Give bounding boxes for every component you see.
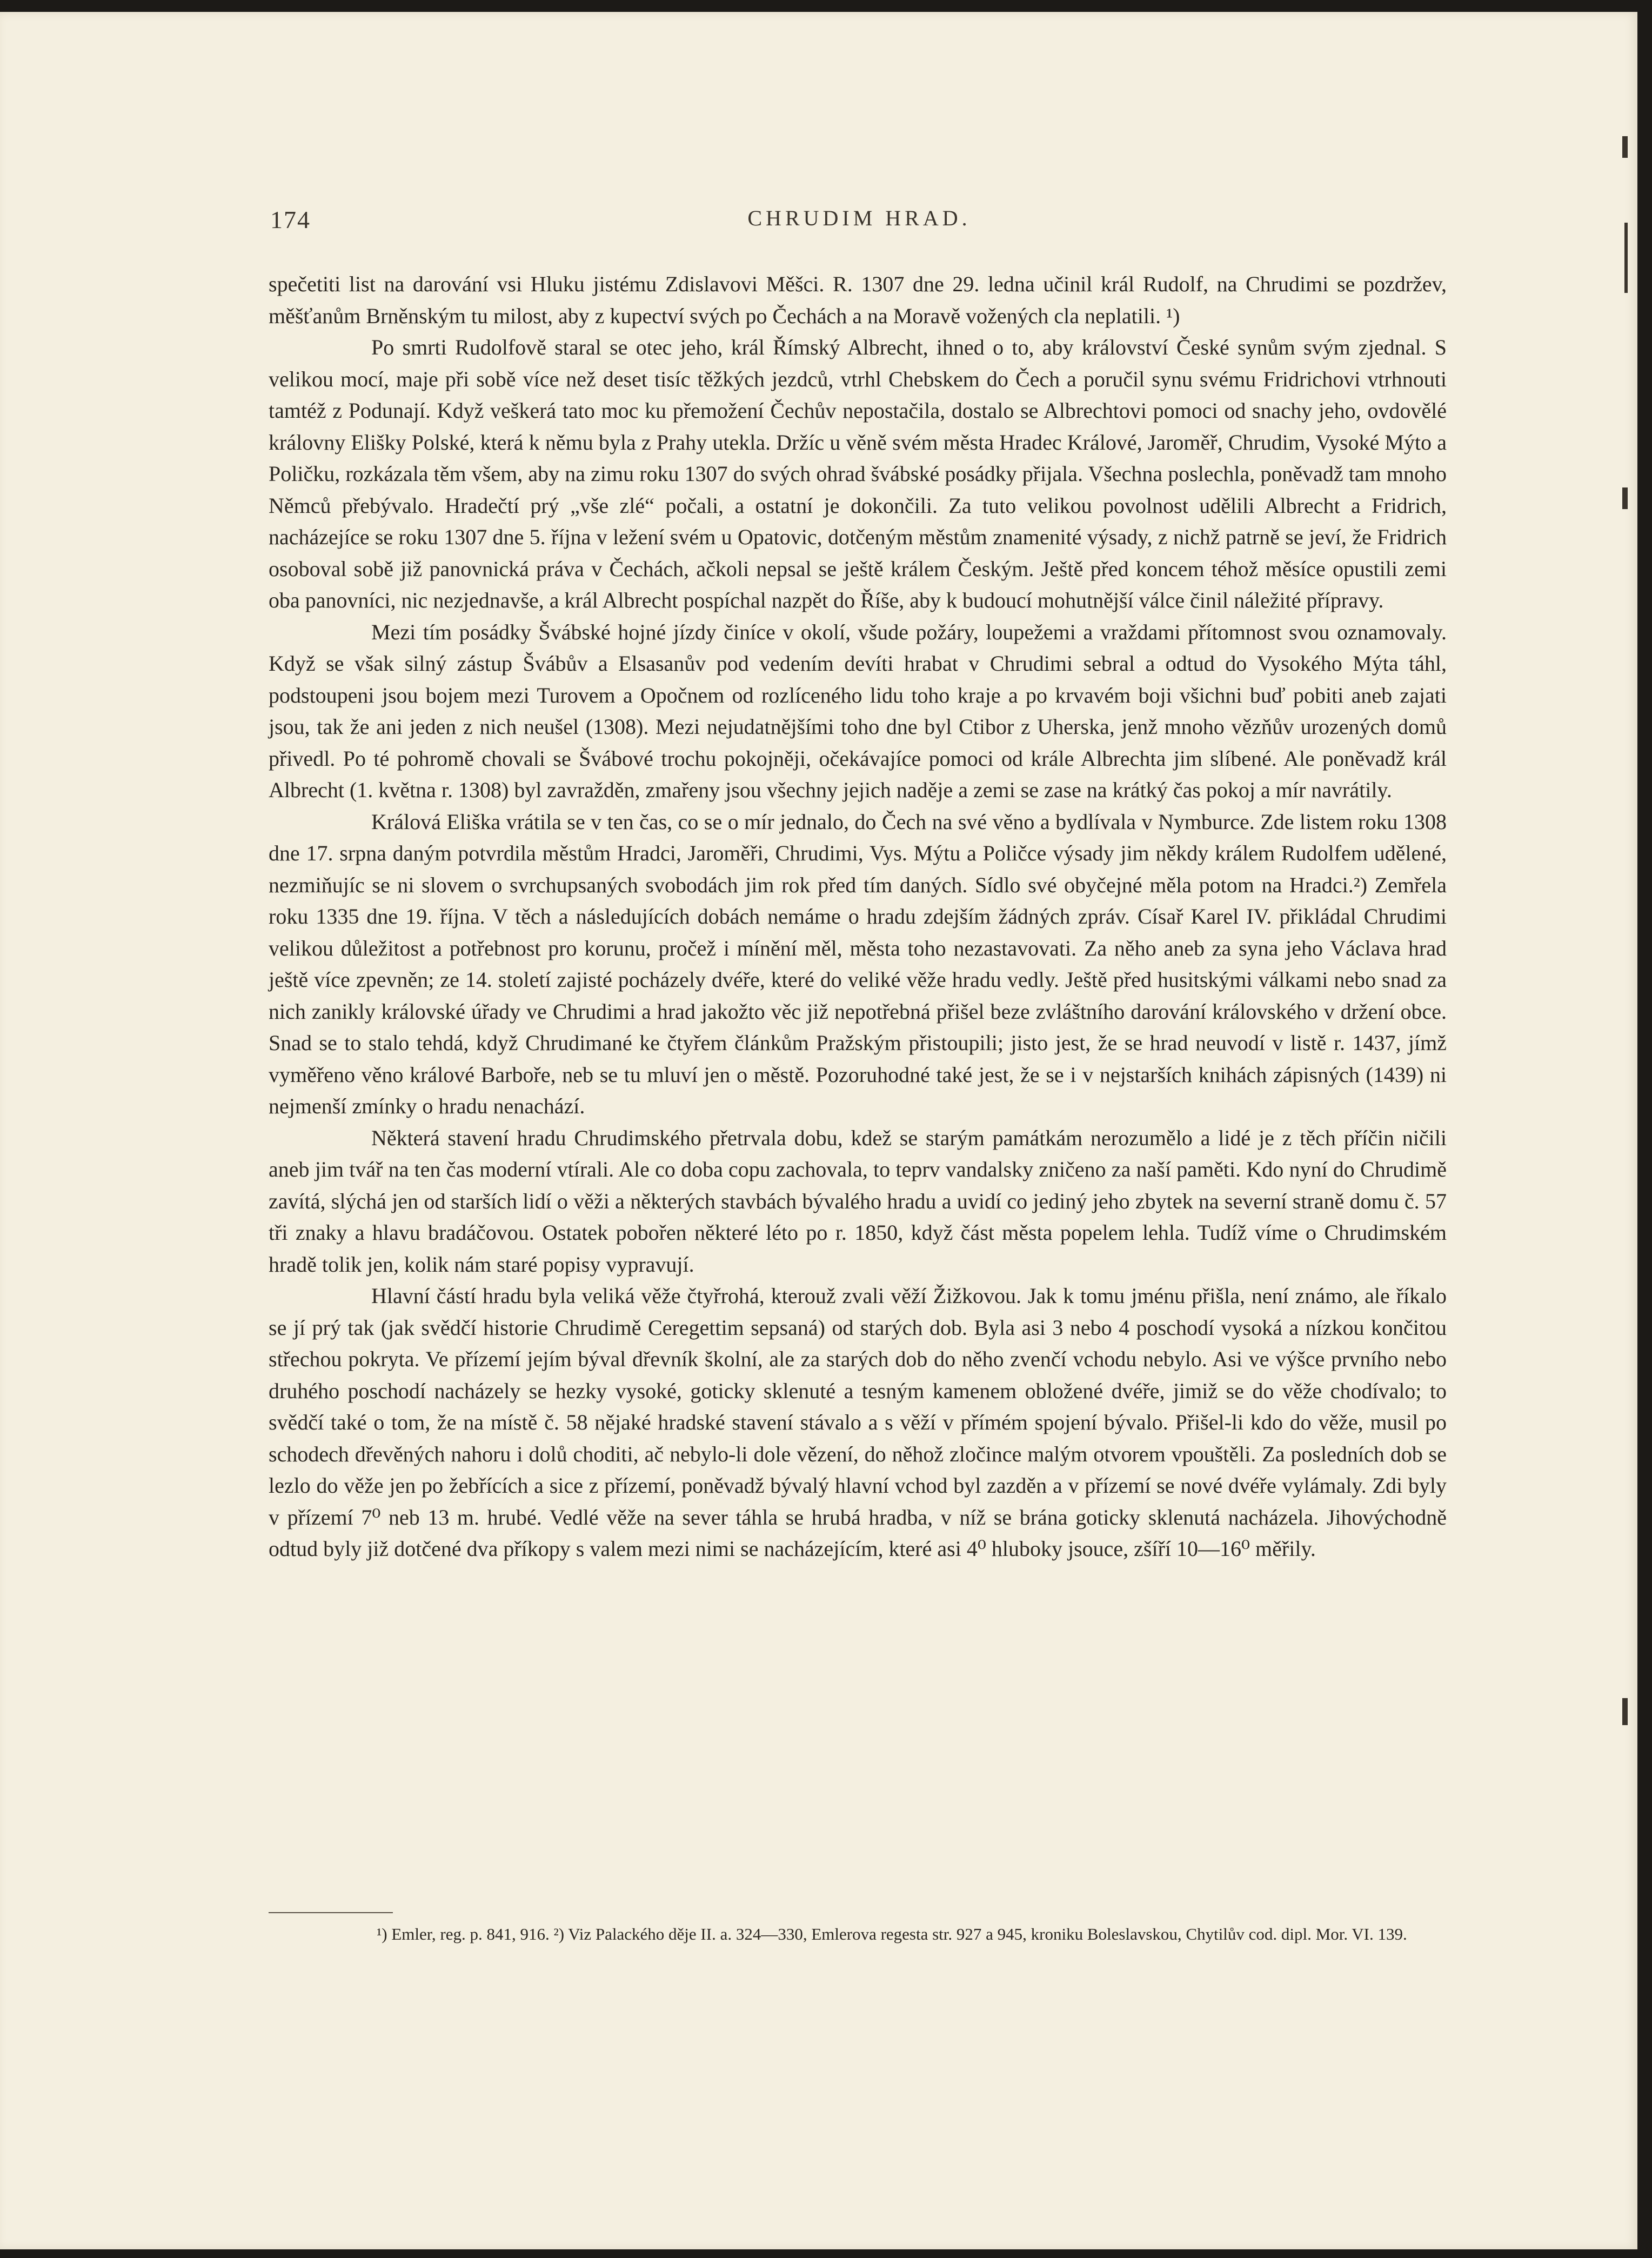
page-number: 174 xyxy=(270,206,311,233)
paragraph: Po smrti Rudolfově staral se otec jeho, král Římský Albrecht, ihned o to, aby království České synům svým zjednal. S velikou mocí, maje při sobě více než deset tisíc těžkých jezdců, vtrhl Chebskem do Čech a poručil synu svému Fridrichovi vtrhnouti tamtéž z Podunají. Když veškerá tato moc ku přemožení Čechův nepostačila, dostalo se Albrechtovi pomoci od snachy jeho, ovdovělé královny Elišky Polské, která k němu byla z Prahy utekla. Držíc u věně svém města Hradec Králové, Jaroměř, Chrudim, Vysoké Mýto a Poličku, rozkázala těm všem, aby na zimu roku 1307 do svých ohrad švábské posádky přijala. Všechna poslechla, poněvadž tam mnoho Němců přebývalo. Hradečtí prý „vše zlé“ počali, a ostatní je dokončili. Za tuto velikou povolnost udělili Albrecht a Fridrich, nacházejíce se roku 1307 dne 5. října v ležení svém u Opatovic, dotčeným městům znamenité výsady, z nichž patrně se jeví, že Fridrich osoboval sobě již panovnická práva v Čechách, ačkoli nepsal se ještě králem Českým. Ještě před koncem téhož měsíce opustili zemi oba panovníci, nic nezjednavše, a král Albrecht pospíchal nazpět do Říše, aby k budoucí mohutnější válce činil náležité přípravy. xyxy=(269,335,1447,612)
running-title: CHRUDIM HRAD. xyxy=(747,206,971,230)
paragraph: Některá stavení hradu Chrudimského přetrvala dobu, kdež se starým památkám nerozumělo a lidé je z těch příčin ničili aneb jim tvář na ten čas moderní vtírali. Ale co doba copu zachovala, to teprv vandalsky zničeno za naší paměti. Kdo nyní do Chrudimě zavítá, slýchá jen od starších lidí o věži a některých stavbách bývalého hradu a uvidí co jediný jeho zbytek na severní straně domu č. 57 tři znaky a hlavu bradáčovou. Ostatek pobořen některé léto po r. 1850, když část města popelem lehla. Tudíž víme o Chrudimském hradě tolik jen, kolik nám staré popisy vypravují. xyxy=(269,1125,1447,1277)
paragraph: spečetiti list na darování vsi Hluku jistému Zdislavovi Měšci. R. 1307 dne 29. ledna učinil král Rudolf, na Chrudimi se pozdržev, měšťanům Brněnským tu milost, aby z kupectví svých po Čechách a na Moravě vožených cla neplatili. ¹) xyxy=(269,272,1447,328)
paragraph: Králová Eliška vrátila se v ten čas, co se o mír jednalo, do Čech na své věno a bydlívala v Nymburce. Zde listem roku 1308 dne 17. srpna daným potvrdila městům Hradci, Jaroměři, Chrudimi, Vys. Mýtu a Poličce výsady jim někdy králem Rudolfem udělené, nezmiňujíc se ni slovem o svrchupsaných svobodách jim rok před tím daných. Sídlo své obyčejné měla potom na Hradci.²) Zemřela roku 1335 dne 19. října. V těch a následujících dobách nemáme o hradu zdejším žádných zpráv. Císař Karel IV. přikládal Chrudimi velikou důležitost a potřebnost pro korunu, pročež i mínění měl, města toho nezastavovati. Za něho aneb za syna jeho Václava hrad ještě více zpevněn; ze 14. století zajisté pocházely dvéře, které do veliké věže hradu vedly. Ještě před husitskými válkami nebo snad za nich zanikly královské úřady ve Chrudimi a hrad jakožto věc již nepotřebná přišel bezе zvláštního darování královského v držení obce. Snad se to stalo tehdá, když Chrudimané ke čtyřem článkům Pražským přistoupili; jisto jest, že se hrad neuvodí v listě r. 1437, jímž vyměřeno věno králové Barboře, neb se tu mluví jen o městě. Pozoruhodné také jest, že se i v nejstarších knihách zápisných (1439) ni nejmenší zmínky o hradu nenachází. xyxy=(269,809,1447,1118)
footnote-divider xyxy=(269,1912,393,1913)
page-header xyxy=(270,205,1448,243)
footnote: ¹) Emler, reg. p. 841, 916. ²) Viz Palackého děje II. a. 324—330, Emlerova regesta str. 927 a 945, kroniku Boleslavskou, Chytilův cod. dipl. Mor. VI. 139. xyxy=(377,1925,1407,1943)
paragraph: Hlavní částí hradu byla veliká věže čtyřrohá, kterouž zvali věží Žižkovou. Jak k tomu jménu přišla, není známo, ale říkalo se jí prý tak (jak svědčí historie Chrudimě Ceregettim sepsaná) od starých dob. Byla asi 3 nebo 4 poschodí vysoká a nízkou končitou střechou pokryta. Ve přízemí jejím býval dřevník školní, ale za starých dob do něho zvenčí vchodu nebylo. Asi ve výšce prvního nebo druhého poschodí nacházely se hezky vysoké, goticky sklenuté a tesným kamenem obložené dvéře, jimiž se do věže chodívalo; to svědčí také o tom, že na místě č. 58 nějaké hradské stavení stávalo a s věží v přímém spojení bývalo. Přišel-li kdo do věže, musil po schodech dřevěných nahoru i dolů choditi, ač nebylo-li dole vězení, do něhož zločince malým otvorem vpouštěli. Za posledních dob se lezlo do věže jen po žebřících a sice z přízemí, poněvadž bývalý hlavní vchod byl zazděn a v přízemí se nové dvéře vylámaly. Zdi byly v přízemí 7⁰ neb 13 m. hrubé. Vedlé věže na sever táhla se hrubá hradba, v níž se brána goticky sklenutá nacházela. Jihovýchodně odtud byly již dotčené dva příkopy s valem mezi nimi se nacházejícím, které asi 4⁰ hluboky jsouce, zšíří 10—16⁰ měřily. xyxy=(269,1284,1447,1561)
body-text xyxy=(269,269,1447,1565)
edge-mark xyxy=(1622,1698,1628,1725)
paragraph: Mezi tím posádky Švábské hojné jízdy činíce v okolí, všude požáry, loupežemi a vraždami přítomnost svou oznamovaly. Když se však silný zástup Švábův a Elsasanův pod vedením devíti hrabat v Chrudimi sebral a odtud do Vysokého Mýta táhl, podstoupeni jsou bojem mezi Turovem a Opočnem od rozlíceného lidu toho kraje a po krvavém boji všichni buď pobiti aneb zajati jsou, tak že ani jeden z nich neušel (1308). Mezi nejudatnějšími toho dne byl Ctibor z Uherska, jenž mnoho vězňův urozených domů přivedl. Po té pohromě chovali se Švábové trochu pokojněji, očekávajíce pomoci od krále Albrechta jim slíbené. Ale poněvadž král Albrecht (1. května r. 1308) byl zavražděn, zmařeny jsou všechny jejich naděje a zemi se zase na krátký čas pokoj a mír navrátily. xyxy=(269,619,1447,802)
edge-mark xyxy=(1622,136,1628,158)
footnotes xyxy=(269,1923,1447,1946)
page xyxy=(0,12,1637,2249)
edge-mark xyxy=(1624,223,1628,293)
edge-mark xyxy=(1622,487,1628,509)
